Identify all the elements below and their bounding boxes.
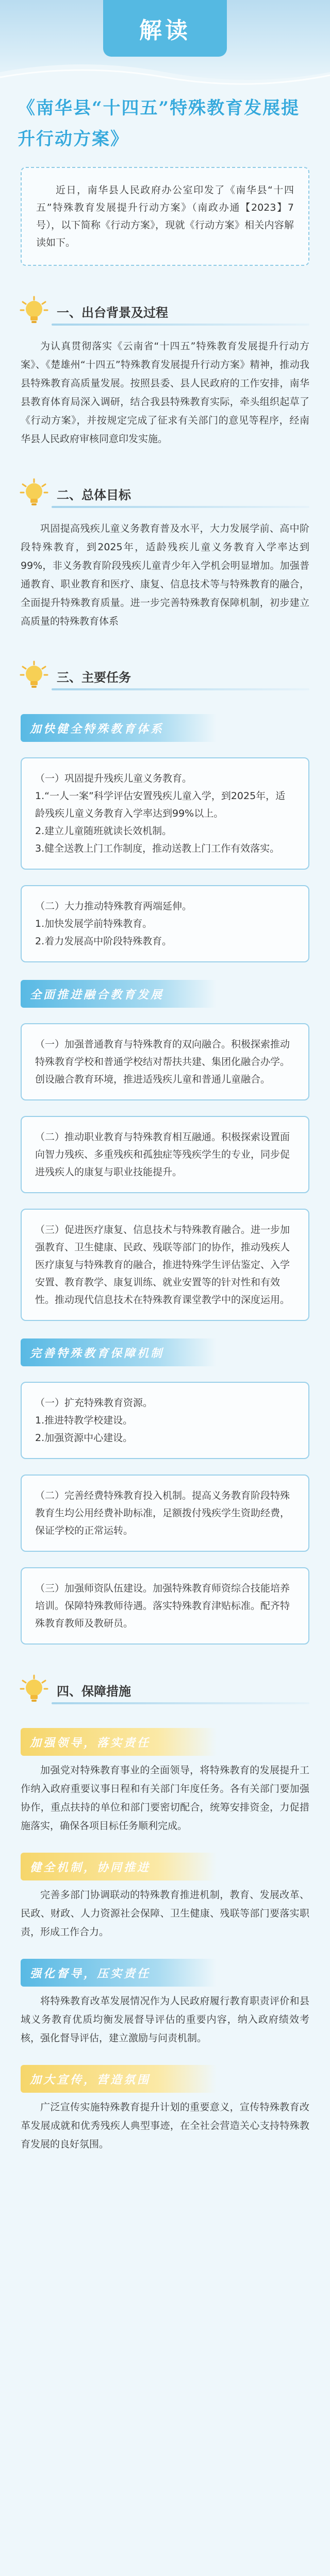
task-card [21, 1382, 309, 1459]
heading-underline [52, 1702, 309, 1704]
card-item: （二）完善经费特殊教育投入机制。提高义务教育阶段特殊教育生均公用经费补助标准，足额拨付残疾学生资助经费，保证学校的正常运转。 [35, 1490, 290, 1536]
wave-decoration [0, 57, 330, 88]
card-item: 2.加强资源中心建设。 [35, 1432, 133, 1444]
header-badge: 解读 [103, 0, 227, 57]
card-item: 1.加快发展学前特殊教育。 [35, 918, 153, 929]
card-item: （二）推动职业教育与特殊教育相互融通。积极探索设置面向智力残疾、多重残疾和孤独症等残疾学生的专业，同步促进残疾人的康复与职业技能提升。 [35, 1131, 290, 1178]
paragraph: 为认真贯彻落实《云南省“十四五”特殊教育发展提升行动方案》、《楚雄州“十四五”特殊教育发展提升行动方案》精神，推动我县特殊教育高质量发展。按照县委、县人民政府的工作安排，南华县教育体育局深入调研，结合我县特殊教育实际，牵头组织起草了《行动方案》，并按规定完成了征求有关部门的意见等程序，经南华县人民政府审核同意印发实施。 [21, 341, 309, 445]
card-item: （三）加强师资队伍建设。加强特殊教育师资综合技能培养培训。保障特殊教师待遇。落实特殊教育津贴标准。配齐特殊教育教师及教研员。 [35, 1583, 290, 1629]
task-card [21, 1023, 309, 1100]
card-item: （三）促进医疗康复、信息技术与特殊教育融合。进一步加强教育、卫生健康、民政、残联等部门的协作，推动残疾人医疗康复与特殊教育的融合，推进特殊学生评估鉴定、入学安置、教育教学、康复训练、就业安置等的针对性和有效性。推动现代信息技术在特殊教育课堂教学中的深度运用。 [35, 1224, 290, 1306]
sub-banner: 加快健全特殊教育体系 [21, 714, 217, 742]
card-title: （二）大力推动特殊教育两端延伸。 [35, 901, 192, 912]
card-title: （一）巩固提升残疾儿童义务教育。 [35, 773, 192, 784]
task-card [21, 885, 309, 962]
lightbulb-icon [19, 660, 50, 691]
paragraph: 广泛宣传实施特殊教育提升计划的重要意义，宣传特殊教育改革发展成就和优秀残疾人典型事迹，在全社会营造关心支持特殊教育发展的良好氛围。 [21, 2102, 309, 2150]
sub-banner: 强化督导，压实责任 [21, 1959, 217, 1987]
heading-underline [52, 506, 309, 508]
sub-banner: 健全机制，协同推进 [21, 1853, 217, 1880]
sub-banner: 完善特殊教育保障机制 [21, 1338, 217, 1366]
card-item: （一）扩充特殊教育资源。 [35, 1397, 153, 1409]
section-heading [0, 1669, 330, 1710]
sub-banner: 加大宣传，营造氛围 [21, 2065, 217, 2093]
document-title: 《南华县“十四五”特殊教育发展提升行动方案》 [18, 98, 300, 149]
task-card [21, 1567, 309, 1645]
task-card [21, 1475, 309, 1552]
section-heading [0, 291, 330, 332]
lightbulb-icon [19, 1674, 50, 1705]
paragraph: 巩固提高残疾儿童义务教育普及水平，大力发展学前、高中阶段特殊教育，到2025年，适龄残疾儿童义务教育入学率达到99%，非义务教育阶段残疾儿童青少年入学机会明显增加。加强普通教育、职业教育和医疗、康复、信息技术等与特殊教育的融合，全面提升特殊教育质量。进一步完善特殊教育保障机制，初步建立高质量的特殊教育体系 [21, 523, 309, 627]
card-item: 3.健全送教上门工作制度，推动送教上门工作有效落实。 [35, 843, 280, 854]
paragraph: 完善多部门协调联动的特殊教育推进机制，教育、发展改革、民政、财政、人力资源社会保障、卫生健康、残联等部门要落实职责，形成工作合力。 [21, 1889, 309, 1938]
sub-banner: 全面推进融合教育发展 [21, 980, 217, 1008]
card-item: 2.建立儿童随班就读长效机制。 [35, 825, 172, 837]
bottom-spacer [0, 2154, 330, 2184]
card-item: 2.着力发展高中阶段特殊教育。 [35, 936, 172, 947]
card-item: 1.推进特教学校建设。 [35, 1415, 133, 1426]
section-heading [0, 655, 330, 697]
heading-underline [52, 324, 309, 326]
intro-text: 近日，南华县人民政府办公室印发了《南华县“十四五”特殊教育发展提升行动方案》（南政办通【2023】7号），以下简称《行动方案》，现就《行动方案》相关内容解读如下。 [36, 184, 294, 248]
card-item: 1.“一人一案”科学评估安置残疾儿童入学，到2025年，适龄残疾儿童义务教育入学率达到99%以上。 [35, 790, 286, 819]
sub-banner: 加强领导，落实责任 [21, 1728, 217, 1756]
task-card [21, 1209, 309, 1321]
section-title: 三、主要任务 [57, 670, 131, 685]
section-title: 四、保障措施 [57, 1684, 131, 1699]
intro-box [21, 167, 309, 266]
section-title: 一、出台背景及过程 [57, 305, 168, 320]
card-item: （一）加强普通教育与特殊教育的双向融合。积极探索推动特殊教育学校和普通学校结对帮扶共建、集团化融合办学。创设融合教育环境，推进适残疾儿童和普通儿童融合。 [35, 1039, 290, 1085]
lightbulb-icon [19, 296, 50, 327]
lightbulb-icon [19, 478, 50, 509]
section-heading [0, 473, 330, 514]
paragraph: 加强党对特殊教育事业的全面领导，将特殊教育的发展提升工作纳入政府重要议事日程和有关部门年度任务。各有关部门要加强协作，重点扶持的单位和部门要密切配合，统筹安排资金，力促措施落实，确保各项目标任务顺利完成。 [21, 1765, 309, 1832]
heading-underline [52, 688, 309, 690]
paragraph: 将特殊教育改革发展情况作为人民政府履行教育职责评价和县域义务教育优质均衡发展督导评估的重要内容，纳入政府绩效考核，强化督导评估，建立激励与问责机制。 [21, 1995, 309, 2044]
hero-header [0, 0, 330, 88]
task-card [21, 757, 309, 870]
task-card [21, 1116, 309, 1193]
section-title: 二、总体目标 [57, 487, 131, 502]
